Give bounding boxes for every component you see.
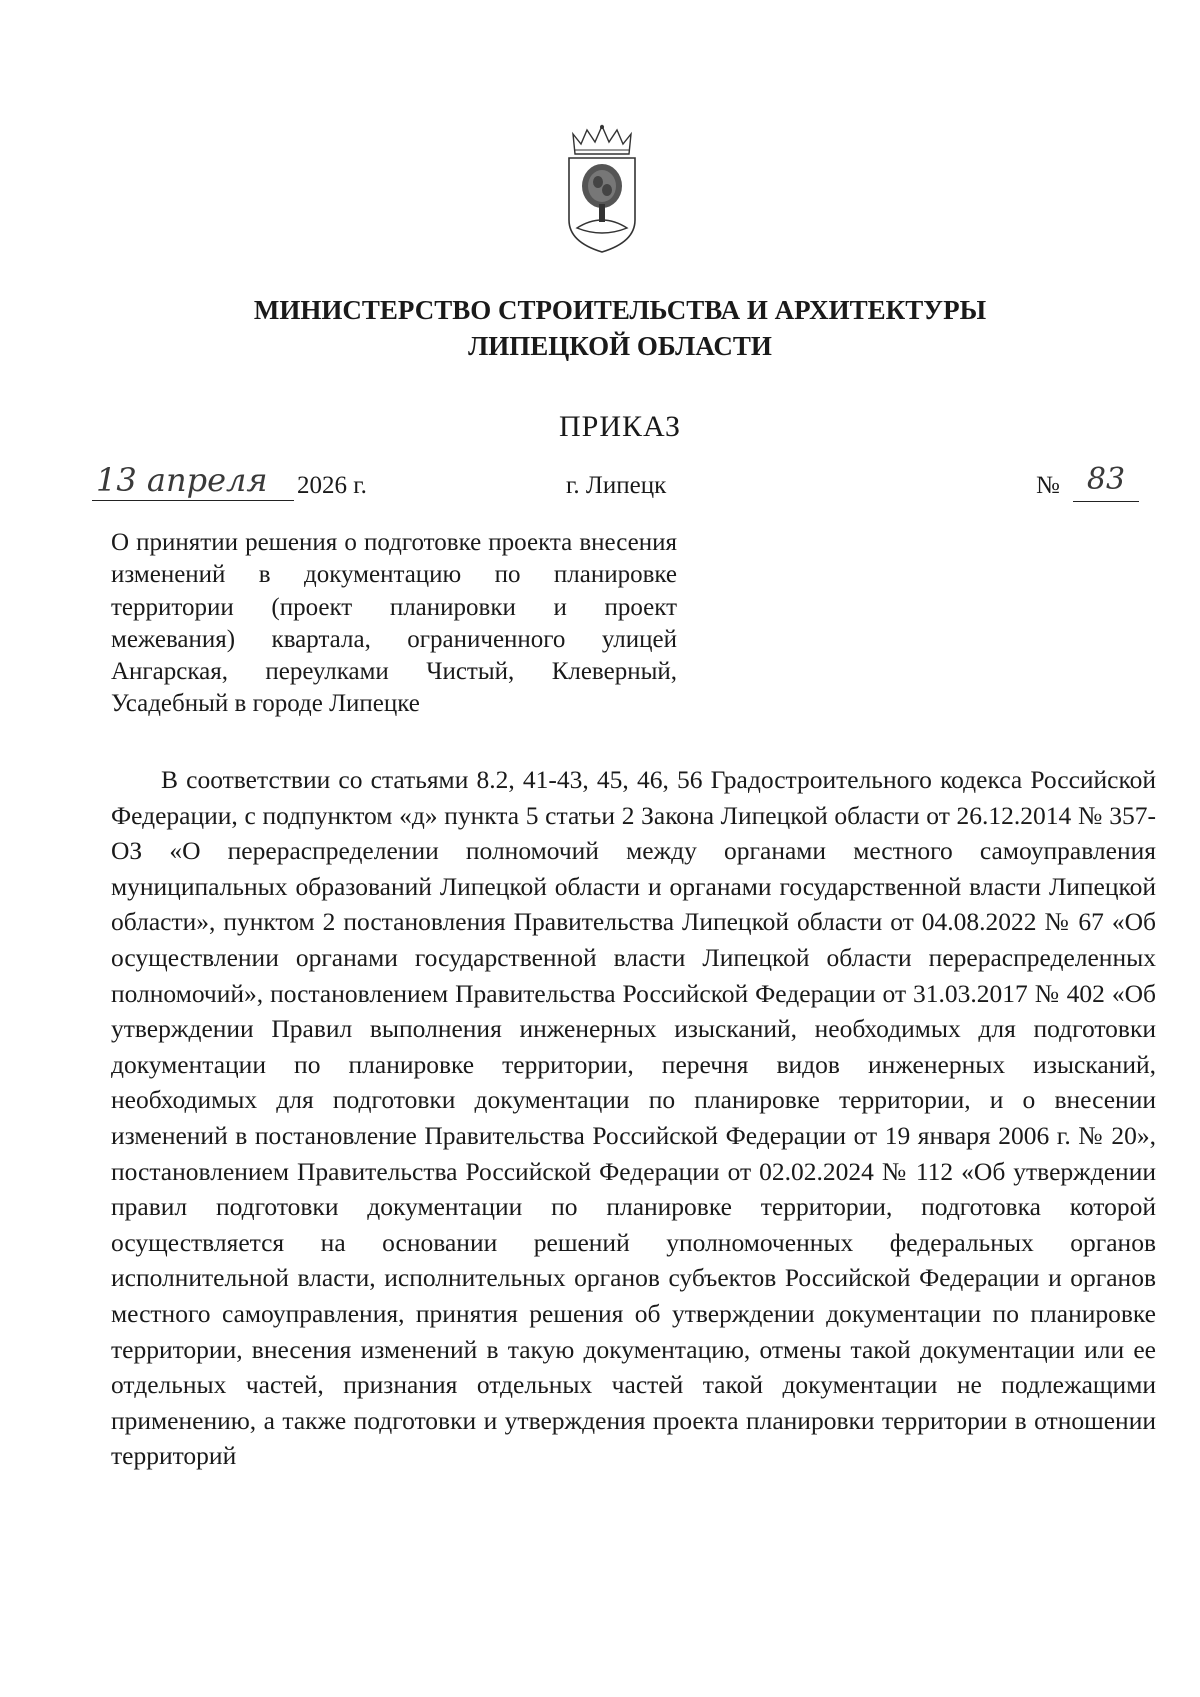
order-date-handwritten: 13 апреля xyxy=(92,463,294,501)
order-number-label: № xyxy=(1036,472,1060,499)
ministry-line-1: МИНИСТЕРСТВО СТРОИТЕЛЬСТВА И АРХИТЕКТУРЫ xyxy=(253,295,987,325)
order-city: г. Липецк xyxy=(566,472,667,499)
ministry-line-2: ЛИПЕЦКОЙ ОБЛАСТИ xyxy=(468,331,772,361)
ministry-name xyxy=(0,292,1200,364)
order-number-handwritten: 83 xyxy=(1073,463,1139,502)
order-year: 2026 г. xyxy=(297,472,367,499)
order-title: ПРИКАЗ xyxy=(559,410,681,443)
coat-of-arms-icon xyxy=(563,124,641,254)
order-subject: О принятии решения о подготовке проекта внесения изменений в документацию по планировке территории (проект планировки и проект межевания) квартала, ограниченного улицей Ангарская, переулками Чистый, Клеверный, Усадебный в городе Липецке xyxy=(111,529,677,718)
body-paragraph: В соответствии со статьями 8.2, 41-43, 45, 46, 56 Градостроительного кодекса Российской Федерации, с подпунктом «д» пункта 5 статьи 2 Закона Липецкой области от 26.12.2014 № 357-ОЗ «О перераспределении полномочий между органами местного самоуправления муниципальных образований Липецкой области и органами государственной власти Липецкой области», пунктом 2 постановления Правительства Липецкой области от 04.08.2022 № 67 «Об осуществлении органами государственной власти Липецкой области перераспределенных полномочий», постановлением Правительства Российской Федерации от 31.03.2017 № 402 «Об утверждении Правил выполнения инженерных изысканий, необходимых для подготовки документации по планировке территории, перечня видов инженерных изысканий, необходимых для подготовки документации по планировке территории, и о внесении изменений в постановление Правительства Российской Федерации от 19 января 2006 г. № 20», постановлением Правительства Российской Федерации от 02.02.2024 № 112 «Об утверждении правил подготовки документации по планировке территории, подготовка которой осуществляется на основании решений уполномоченных федеральных органов исполнительной власти, исполнительных органов субъектов Российской Федерации и органов местного самоуправления, принятия решения об утверждении документации по планировке территории, внесения изменений в такую документацию, отмены такой документации или ее отдельных частей, признания отдельных частей такой документации не подлежащими применению, а также подготовки и утверждения проекта планировки территории в отношении территорий xyxy=(111,765,1156,1471)
